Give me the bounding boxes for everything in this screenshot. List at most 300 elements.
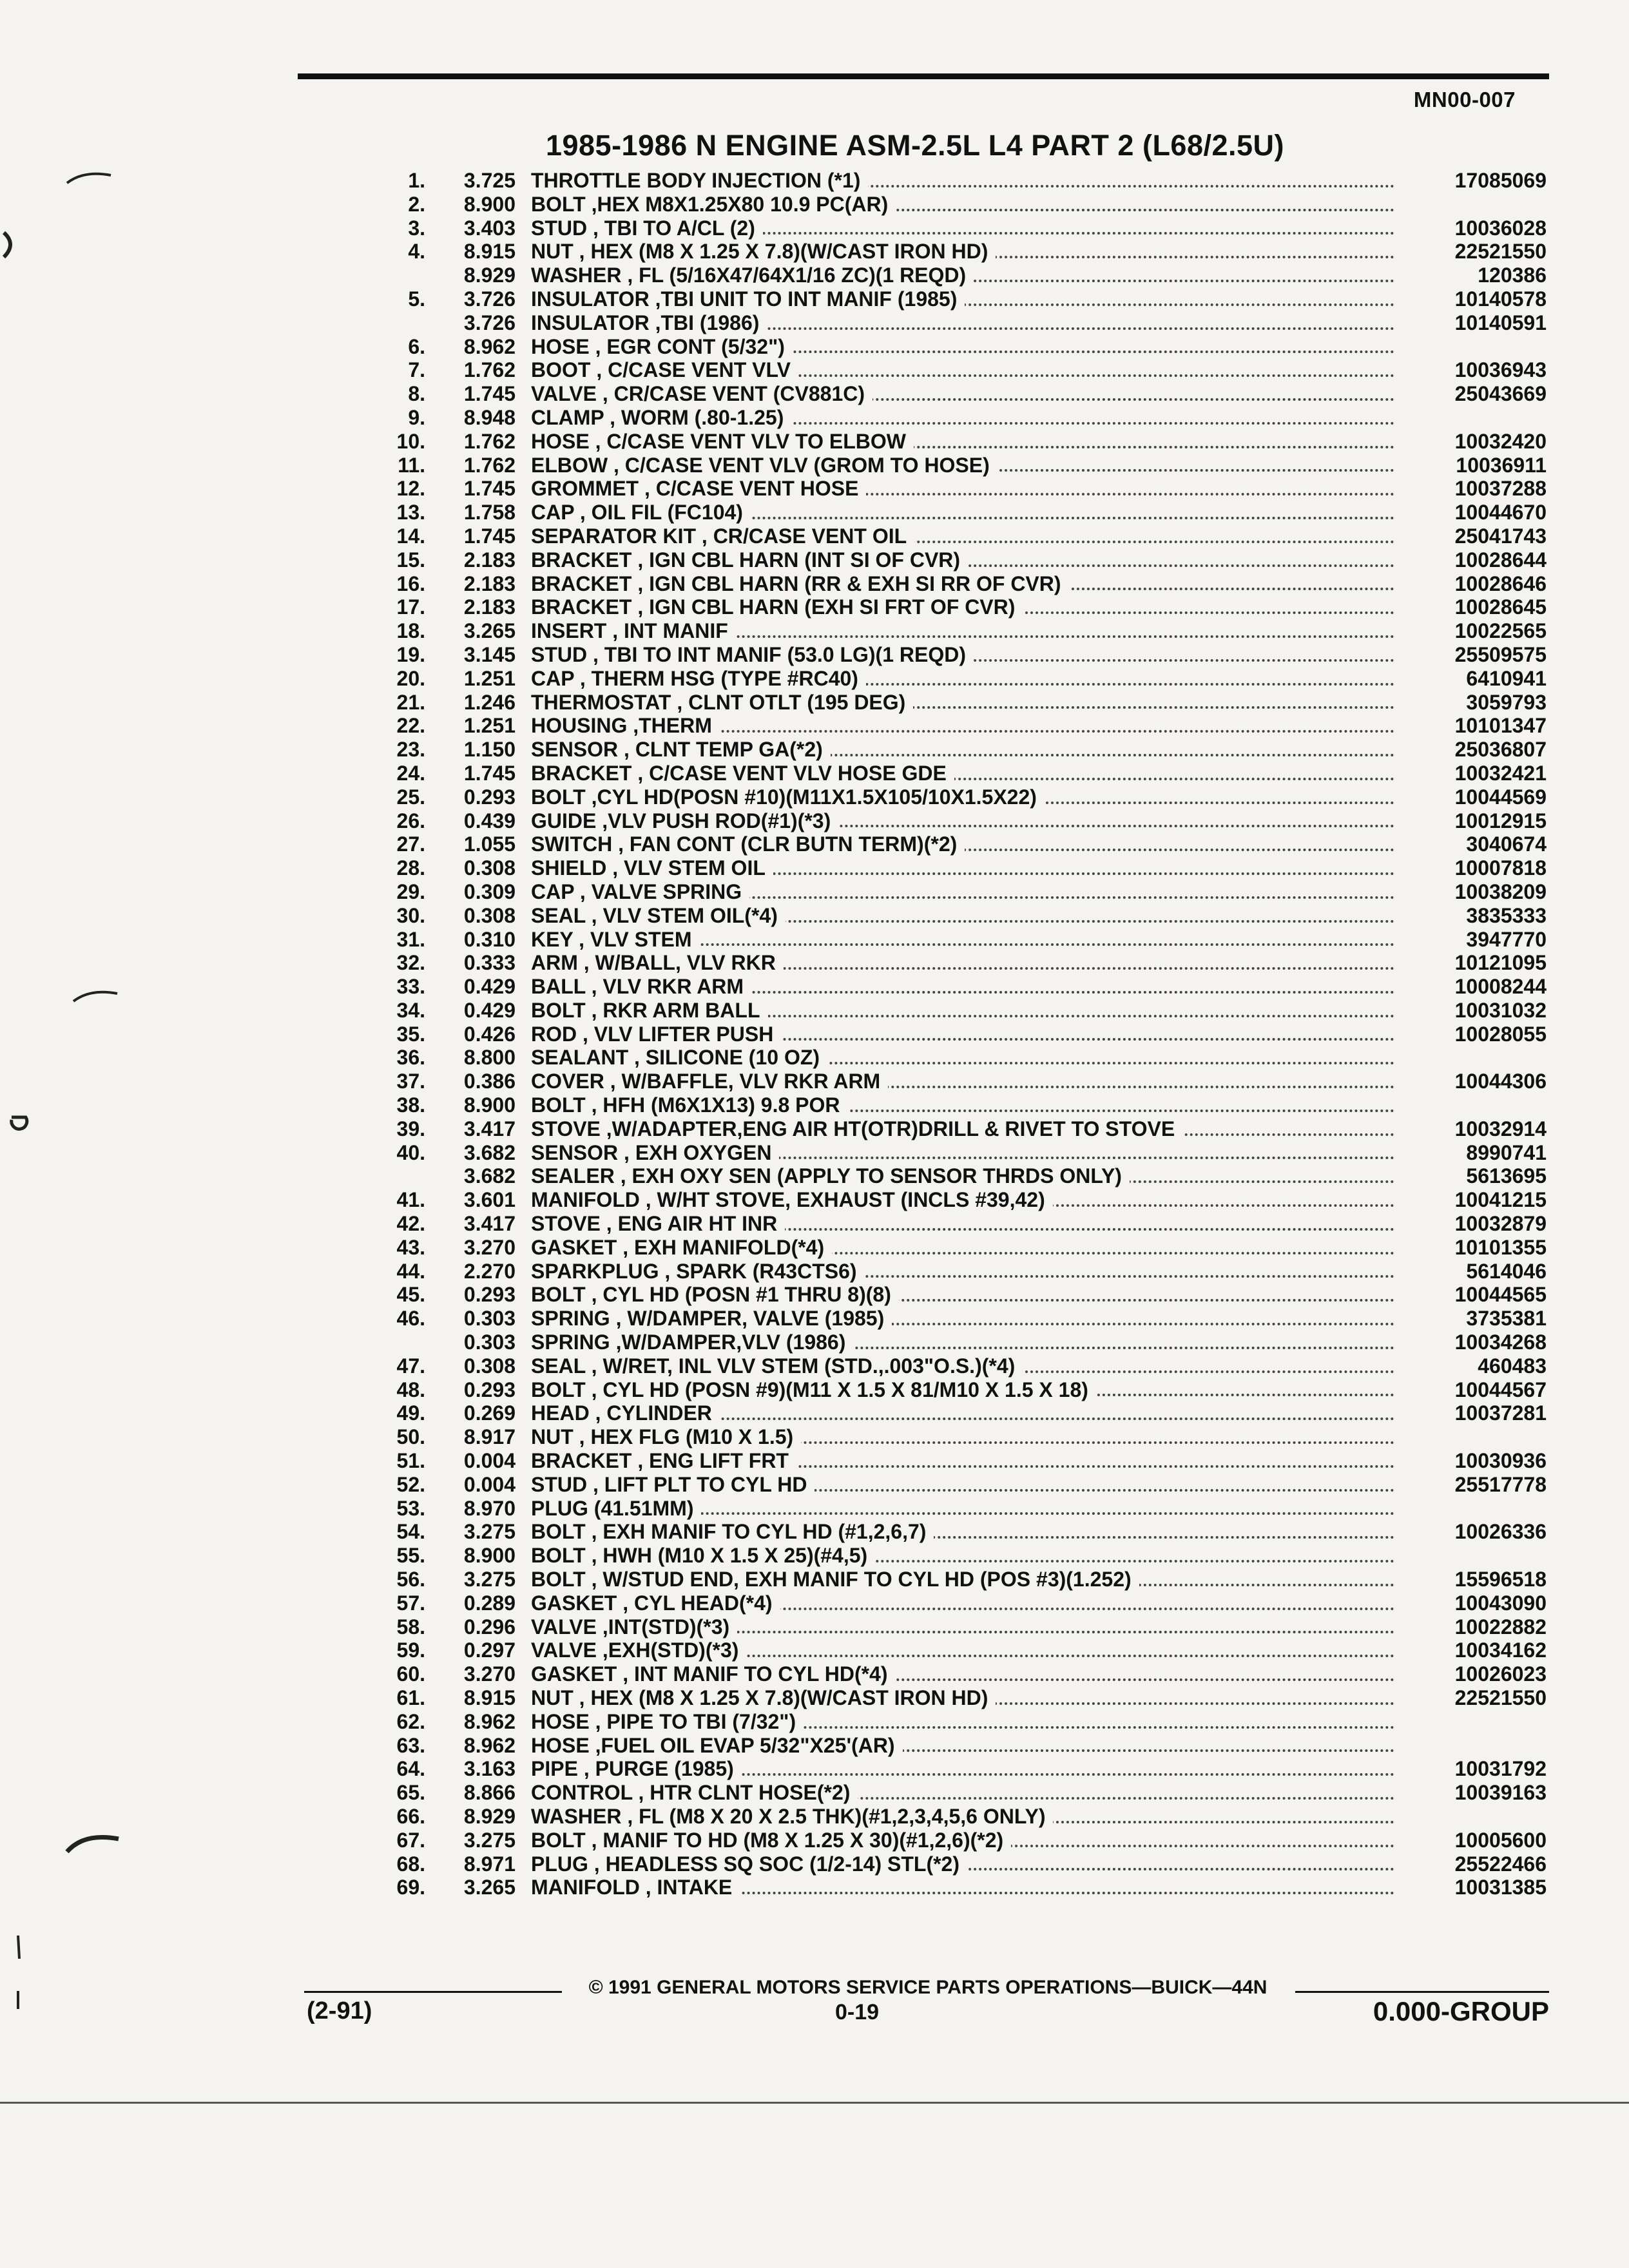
item-number: 45.: [396, 1283, 425, 1307]
part-number: 3835333: [1466, 903, 1547, 927]
parts-row: [335, 454, 1547, 477]
part-description: BOLT , W/STUD END, EXH MANIF TO CYL HD (POS #3)(1.252): [531, 1568, 1139, 1591]
parts-row: [335, 524, 1547, 548]
parts-row: [335, 501, 1547, 524]
scan-mark: [13, 1933, 26, 2010]
part-number: 17085069: [1454, 169, 1547, 192]
part-number: 10044670: [1454, 501, 1547, 524]
part-number: 10037281: [1454, 1401, 1547, 1425]
part-number: 10028645: [1454, 595, 1547, 619]
part-description: NUT , HEX FLG (M10 X 1.5): [531, 1425, 801, 1448]
parts-row: [335, 1212, 1547, 1236]
parts-row: [335, 1260, 1547, 1283]
group-number: 0.296: [463, 1615, 516, 1639]
parts-row: [335, 785, 1547, 809]
part-number: 10034162: [1454, 1639, 1547, 1662]
description-cell: [531, 287, 1394, 311]
item-number: 53.: [396, 1496, 425, 1520]
part-number: 22521550: [1454, 240, 1547, 264]
item-number: 44.: [396, 1259, 425, 1283]
description-cell: [531, 1283, 1394, 1307]
description-cell: [531, 1093, 1394, 1117]
description-cell: [531, 809, 1394, 833]
parts-row: [335, 1781, 1547, 1805]
description-cell: [531, 1212, 1394, 1236]
parts-row: [335, 1378, 1547, 1402]
description-cell: [531, 1141, 1394, 1165]
part-number: 25041743: [1454, 524, 1547, 548]
description-cell: [531, 714, 1394, 738]
description-cell: [531, 1188, 1394, 1212]
part-description: CAP , VALVE SPRING: [531, 880, 749, 903]
part-description: THERMOSTAT , CLNT OTLT (195 DEG): [531, 691, 913, 714]
item-number: 62.: [396, 1709, 425, 1733]
part-number: 10140578: [1454, 287, 1547, 311]
group-number: 3.726: [463, 287, 516, 311]
part-description: BRACKET , ENG LIFT FRT: [531, 1449, 796, 1472]
part-description: SWITCH , FAN CONT (CLR BUTN TERM)(*2): [531, 832, 965, 856]
parts-row: [335, 951, 1547, 975]
description-cell: [531, 1473, 1394, 1497]
description-cell: [531, 595, 1394, 619]
part-description: CAP , OIL FIL (FC104): [531, 501, 751, 524]
item-number: 52.: [396, 1472, 425, 1496]
part-number: 10036028: [1454, 216, 1547, 240]
part-number: 10044567: [1454, 1378, 1547, 1401]
item-number: 15.: [396, 548, 425, 572]
description-cell: [531, 477, 1394, 501]
scan-mark: [0, 229, 19, 261]
part-number: 10031385: [1454, 1876, 1547, 1899]
part-description: WASHER , FL (5/16X47/64X1/16 ZC)(1 REQD): [531, 264, 974, 287]
group-number: 1.055: [463, 832, 516, 856]
part-number: 3735381: [1466, 1307, 1547, 1331]
part-description: VALVE , CR/CASE VENT (CV881C): [531, 382, 872, 405]
part-description: CONTROL , HTR CLNT HOSE(*2): [531, 1781, 858, 1804]
item-number: 51.: [396, 1449, 425, 1473]
part-description: STUD , TBI TO INT MANIF (53.0 LG)(1 REQD): [531, 643, 974, 666]
group-number: 0.303: [463, 1307, 516, 1331]
group-number: 0.000-GROUP: [1373, 1996, 1549, 2026]
group-number: 0.004: [463, 1472, 516, 1496]
group-number: 1.251: [463, 714, 516, 738]
document-code: MN00-007: [1413, 88, 1516, 111]
item-number: 27.: [396, 832, 425, 856]
part-description: VALVE ,EXH(STD)(*3): [531, 1639, 746, 1662]
group-number: 3.270: [463, 1662, 516, 1686]
group-number: 0.333: [463, 951, 516, 975]
group-number: 3.417: [463, 1212, 516, 1236]
scan-mark: [6, 1102, 32, 1134]
group-number: 3.275: [463, 1520, 516, 1544]
part-number: 10028646: [1454, 572, 1547, 595]
part-description: NUT , HEX (M8 X 1.25 X 7.8)(W/CAST IRON HD): [531, 240, 996, 263]
part-number: 3040674: [1466, 832, 1547, 856]
part-number: 10101355: [1454, 1235, 1547, 1259]
description-cell: [531, 1070, 1394, 1093]
parts-row: [335, 1568, 1547, 1591]
parts-row: [335, 406, 1547, 430]
page-number: 0-19: [834, 2000, 880, 2024]
parts-row: [335, 1852, 1547, 1876]
part-description: NUT , HEX (M8 X 1.25 X 7.8)(W/CAST IRON HD): [531, 1686, 996, 1709]
item-number: 47.: [396, 1354, 425, 1378]
item-number: 26.: [396, 809, 425, 832]
part-description: SEPARATOR KIT , CR/CASE VENT OIL: [531, 524, 914, 548]
part-number: 10140591: [1454, 311, 1547, 334]
description-cell: [531, 1757, 1394, 1781]
parts-row: [335, 714, 1547, 738]
description-cell: [531, 1615, 1394, 1639]
description-cell: [531, 216, 1394, 240]
description-cell: [531, 1331, 1394, 1354]
description-cell: [531, 454, 1394, 477]
item-number: 64.: [396, 1757, 425, 1781]
part-description: BRACKET , IGN CBL HARN (EXH SI FRT OF CVR): [531, 595, 1023, 619]
part-number: 10026336: [1454, 1520, 1547, 1544]
part-description: CLAMP , WORM (.80-1.25): [531, 406, 791, 429]
group-number: 2.270: [463, 1259, 516, 1283]
group-number: 0.429: [463, 998, 516, 1022]
part-number: 5614046: [1466, 1259, 1547, 1283]
group-number: 1.745: [463, 524, 516, 548]
scan-mark: [64, 168, 116, 187]
part-number: 10044306: [1454, 1070, 1547, 1093]
part-description: GASKET , EXH MANIFOLD(*4): [531, 1236, 832, 1259]
parts-row: [335, 1473, 1547, 1497]
part-number: 3947770: [1466, 927, 1547, 951]
part-description: HOUSING ,THERM: [531, 714, 720, 737]
part-number: 10028055: [1454, 1022, 1547, 1046]
part-number: 10012915: [1454, 809, 1547, 832]
item-number: 16.: [396, 572, 425, 595]
item-number: 39.: [396, 1117, 425, 1140]
part-number: 10044569: [1454, 785, 1547, 809]
item-number: 66.: [396, 1804, 425, 1828]
group-number: 0.293: [463, 1378, 516, 1401]
parts-row: [335, 430, 1547, 454]
part-description: BOLT , RKR ARM BALL: [531, 999, 768, 1022]
part-description: GASKET , INT MANIF TO CYL HD(*4): [531, 1662, 896, 1686]
item-number: 48.: [396, 1378, 425, 1401]
part-description: BRACKET , IGN CBL HARN (INT SI OF CVR): [531, 548, 968, 572]
parts-row: [335, 572, 1547, 596]
item-number: 23.: [396, 738, 425, 762]
parts-row: [335, 1686, 1547, 1710]
item-number: 35.: [396, 1022, 425, 1046]
part-number: 10031792: [1454, 1757, 1547, 1781]
item-number: 54.: [396, 1520, 425, 1544]
part-description: BOOT , C/CASE VENT VLV: [531, 358, 798, 381]
group-number: 0.308: [463, 903, 516, 927]
part-description: MANIFOLD , INTAKE: [531, 1876, 740, 1899]
top-rule: [298, 73, 1549, 79]
parts-row: [335, 999, 1547, 1023]
description-cell: [531, 193, 1394, 216]
group-number: 8.915: [463, 240, 516, 264]
parts-row: [335, 1876, 1547, 1899]
description-cell: [531, 382, 1394, 406]
description-cell: [531, 1686, 1394, 1710]
part-number: 10101347: [1454, 714, 1547, 738]
parts-row: [335, 216, 1547, 240]
part-number: 10031032: [1454, 998, 1547, 1022]
description-cell: [531, 1425, 1394, 1449]
description-cell: [531, 1354, 1394, 1378]
part-number: 10043090: [1454, 1591, 1547, 1615]
parts-row: [335, 1591, 1547, 1615]
group-number: 3.726: [463, 311, 516, 334]
part-number: 25522466: [1454, 1852, 1547, 1876]
part-description: WASHER , FL (M8 X 20 X 2.5 THK)(#1,2,3,4,5,6 ONLY): [531, 1805, 1053, 1828]
part-number: 22521550: [1454, 1686, 1547, 1709]
part-description: SENSOR , CLNT TEMP GA(*2): [531, 738, 831, 761]
item-number: 17.: [396, 595, 425, 619]
part-description: BRACKET , C/CASE VENT VLV HOSE GDE: [531, 762, 954, 785]
part-number: 10022565: [1454, 619, 1547, 643]
description-cell: [531, 430, 1394, 454]
item-number: 12.: [396, 477, 425, 501]
group-number: 1.246: [463, 690, 516, 714]
group-number: 1.762: [463, 453, 516, 477]
parts-row: [335, 1497, 1547, 1521]
parts-row: [335, 1520, 1547, 1544]
description-cell: [531, 1046, 1394, 1070]
group-number: 3.417: [463, 1117, 516, 1140]
group-number: 1.150: [463, 738, 516, 762]
part-description: SEALANT , SILICONE (10 OZ): [531, 1046, 827, 1069]
parts-row: [335, 335, 1547, 359]
description-cell: [531, 1710, 1394, 1734]
part-description: HOSE ,FUEL OIL EVAP 5/32"X25'(AR): [531, 1734, 903, 1757]
group-number: 3.601: [463, 1188, 516, 1212]
item-number: 8.: [408, 382, 425, 406]
parts-row: [335, 193, 1547, 216]
description-cell: [531, 1734, 1394, 1758]
description-cell: [531, 264, 1394, 287]
part-number: 5613695: [1466, 1164, 1547, 1188]
group-number: 8.970: [463, 1496, 516, 1520]
group-number: 0.439: [463, 809, 516, 832]
parts-row: [335, 1188, 1547, 1212]
part-number: 8990741: [1466, 1140, 1547, 1164]
item-number: 65.: [396, 1781, 425, 1805]
description-cell: [531, 240, 1394, 264]
group-number: 8.900: [463, 192, 516, 216]
description-cell: [531, 311, 1394, 335]
parts-row: [335, 169, 1547, 193]
description-cell: [531, 1023, 1394, 1046]
parts-row: [335, 548, 1547, 572]
parts-row: [335, 595, 1547, 619]
parts-row: [335, 975, 1547, 999]
description-cell: [531, 1307, 1394, 1331]
part-description: PIPE , PURGE (1985): [531, 1757, 742, 1780]
part-description: BOLT , MANIF TO HD (M8 X 1.25 X 30)(#1,2,6)(*2): [531, 1829, 1011, 1852]
description-cell: [531, 548, 1394, 572]
part-description: SEALER , EXH OXY SEN (APPLY TO SENSOR THRDS ONLY): [531, 1164, 1130, 1187]
item-number: 14.: [396, 524, 425, 548]
item-number: 4.: [408, 240, 425, 264]
bottom-rule: [0, 2102, 1629, 2104]
group-number: 8.962: [463, 334, 516, 358]
item-number: 11.: [398, 453, 425, 477]
part-number: 10032914: [1454, 1117, 1547, 1140]
item-number: 20.: [396, 666, 425, 690]
part-number: 460483: [1478, 1354, 1547, 1378]
part-description: HEAD , CYLINDER: [531, 1401, 720, 1425]
part-description: BOLT , CYL HD (POSN #9)(M11 X 1.5 X 81/M10 X 1.5 X 18): [531, 1378, 1096, 1401]
description-cell: [531, 738, 1394, 762]
page-title: 1985-1986 N ENGINE ASM-2.5L L4 PART 2 (L68/2.5U): [545, 129, 1285, 162]
part-description: GASKET , CYL HEAD(*4): [531, 1591, 780, 1615]
group-number: 8.900: [463, 1544, 516, 1568]
part-description: KEY , VLV STEM: [531, 928, 700, 951]
item-number: 31.: [396, 927, 425, 951]
group-number: 0.386: [463, 1070, 516, 1093]
group-number: 0.426: [463, 1022, 516, 1046]
item-number: 56.: [396, 1568, 425, 1591]
parts-row: [335, 1046, 1547, 1070]
description-cell: [531, 1876, 1394, 1899]
part-number: 10032879: [1454, 1212, 1547, 1236]
part-number: 25036807: [1454, 738, 1547, 762]
description-cell: [531, 1591, 1394, 1615]
part-description: INSULATOR ,TBI (1986): [531, 311, 767, 334]
part-description: ELBOW , C/CASE VENT VLV (GROM TO HOSE): [531, 454, 998, 477]
parts-row: [335, 1164, 1547, 1188]
part-number: 10041215: [1454, 1188, 1547, 1212]
item-number: 41.: [396, 1188, 425, 1212]
item-number: 2.: [408, 192, 425, 216]
item-number: 36.: [396, 1046, 425, 1070]
description-cell: [531, 1117, 1394, 1141]
parts-row: [335, 1093, 1547, 1117]
group-number: 2.183: [463, 595, 516, 619]
part-description: SPARKPLUG , SPARK (R43CTS6): [531, 1260, 865, 1283]
parts-row: [335, 856, 1547, 880]
item-number: 22.: [396, 714, 425, 738]
part-number: 10038209: [1454, 879, 1547, 903]
parts-row: [335, 1236, 1547, 1260]
group-number: 3.725: [463, 169, 516, 192]
item-number: 3.: [408, 216, 425, 240]
item-number: 58.: [396, 1615, 425, 1639]
description-cell: [531, 1852, 1394, 1876]
parts-row: [335, 1449, 1547, 1473]
part-description: MANIFOLD , W/HT STOVE, EXHAUST (INCLS #39,42): [531, 1188, 1053, 1211]
group-number: 3.145: [463, 642, 516, 666]
parts-row: [335, 1734, 1547, 1758]
item-number: 49.: [396, 1401, 425, 1425]
part-description: SEAL , VLV STEM OIL(*4): [531, 904, 786, 927]
group-number: 1.251: [463, 666, 516, 690]
description-cell: [531, 975, 1394, 999]
group-number: 8.962: [463, 1733, 516, 1757]
item-number: 46.: [396, 1307, 425, 1331]
part-number: 10121095: [1454, 951, 1547, 975]
item-number: 24.: [396, 761, 425, 785]
group-number: 0.293: [463, 1283, 516, 1307]
part-description: BOLT , EXH MANIF TO CYL HD (#1,2,6,7): [531, 1520, 934, 1543]
group-number: 0.308: [463, 856, 516, 880]
parts-row: [335, 1544, 1547, 1568]
part-number: 10008244: [1454, 975, 1547, 999]
parts-list: [335, 169, 1547, 1899]
part-description: HOSE , PIPE TO TBI (7/32"): [531, 1710, 804, 1733]
group-number: 3.270: [463, 1235, 516, 1259]
group-number: 8.962: [463, 1709, 516, 1733]
parts-row: [335, 1283, 1547, 1307]
parts-row: [335, 1141, 1547, 1165]
group-number: 2.183: [463, 548, 516, 572]
group-number: 0.429: [463, 975, 516, 999]
parts-row: [335, 643, 1547, 667]
parts-row: [335, 382, 1547, 406]
item-number: 57.: [396, 1591, 425, 1615]
group-number: 1.762: [463, 358, 516, 382]
part-description: SPRING , W/DAMPER, VALVE (1985): [531, 1307, 892, 1330]
part-number: 15596518: [1454, 1568, 1547, 1591]
part-description: STOVE ,W/ADAPTER,ENG AIR HT(OTR)DRILL & RIVET TO STOVE: [531, 1117, 1182, 1140]
description-cell: [531, 785, 1394, 809]
part-description: BOLT , HFH (M6X1X13) 9.8 POR: [531, 1093, 848, 1117]
part-description: BRACKET , IGN CBL HARN (RR & EXH SI RR OF CVR): [531, 572, 1069, 595]
part-number: 10007818: [1454, 856, 1547, 880]
group-number: 0.297: [463, 1639, 516, 1662]
item-number: 21.: [396, 690, 425, 714]
group-number: 2.183: [463, 572, 516, 595]
description-cell: [531, 880, 1394, 904]
item-number: 61.: [396, 1686, 425, 1709]
description-cell: [531, 643, 1394, 667]
group-number: 0.308: [463, 1354, 516, 1378]
description-cell: [531, 619, 1394, 643]
item-number: 59.: [396, 1639, 425, 1662]
group-number: 1.745: [463, 382, 516, 406]
description-cell: [531, 928, 1394, 952]
description-cell: [531, 832, 1394, 856]
part-number: 10036911: [1456, 453, 1547, 477]
part-number: 120386: [1478, 264, 1547, 287]
item-number: 43.: [396, 1235, 425, 1259]
part-number: 10028644: [1454, 548, 1547, 572]
group-number: 1.758: [463, 501, 516, 524]
description-cell: [531, 1829, 1394, 1852]
part-number: 25517778: [1454, 1472, 1547, 1496]
part-description: BOLT , CYL HD (POSN #1 THRU 8)(8): [531, 1283, 899, 1306]
part-description: BOLT ,CYL HD(POSN #10)(M11X1.5X105/10X1.5X22): [531, 785, 1045, 809]
part-number: 10030936: [1454, 1449, 1547, 1473]
part-description: GUIDE ,VLV PUSH ROD(#1)(*3): [531, 809, 838, 832]
part-number: 10034268: [1454, 1331, 1547, 1354]
parts-row: [335, 240, 1547, 264]
part-description: COVER , W/BAFFLE, VLV RKR ARM: [531, 1070, 888, 1093]
parts-row: [335, 1070, 1547, 1093]
group-number: 1.745: [463, 761, 516, 785]
group-number: 0.004: [463, 1449, 516, 1473]
part-description: SPRING ,W/DAMPER,VLV (1986): [531, 1331, 853, 1354]
parts-row: [335, 477, 1547, 501]
description-cell: [531, 1497, 1394, 1521]
part-description: THROTTLE BODY INJECTION (*1): [531, 169, 868, 192]
part-description: SHIELD , VLV STEM OIL: [531, 856, 773, 879]
parts-row: [335, 1662, 1547, 1686]
parts-row: [335, 1307, 1547, 1331]
part-description: HOSE , EGR CONT (5/32"): [531, 335, 793, 358]
part-description: VALVE ,INT(STD)(*3): [531, 1615, 737, 1639]
group-number: 8.866: [463, 1781, 516, 1805]
